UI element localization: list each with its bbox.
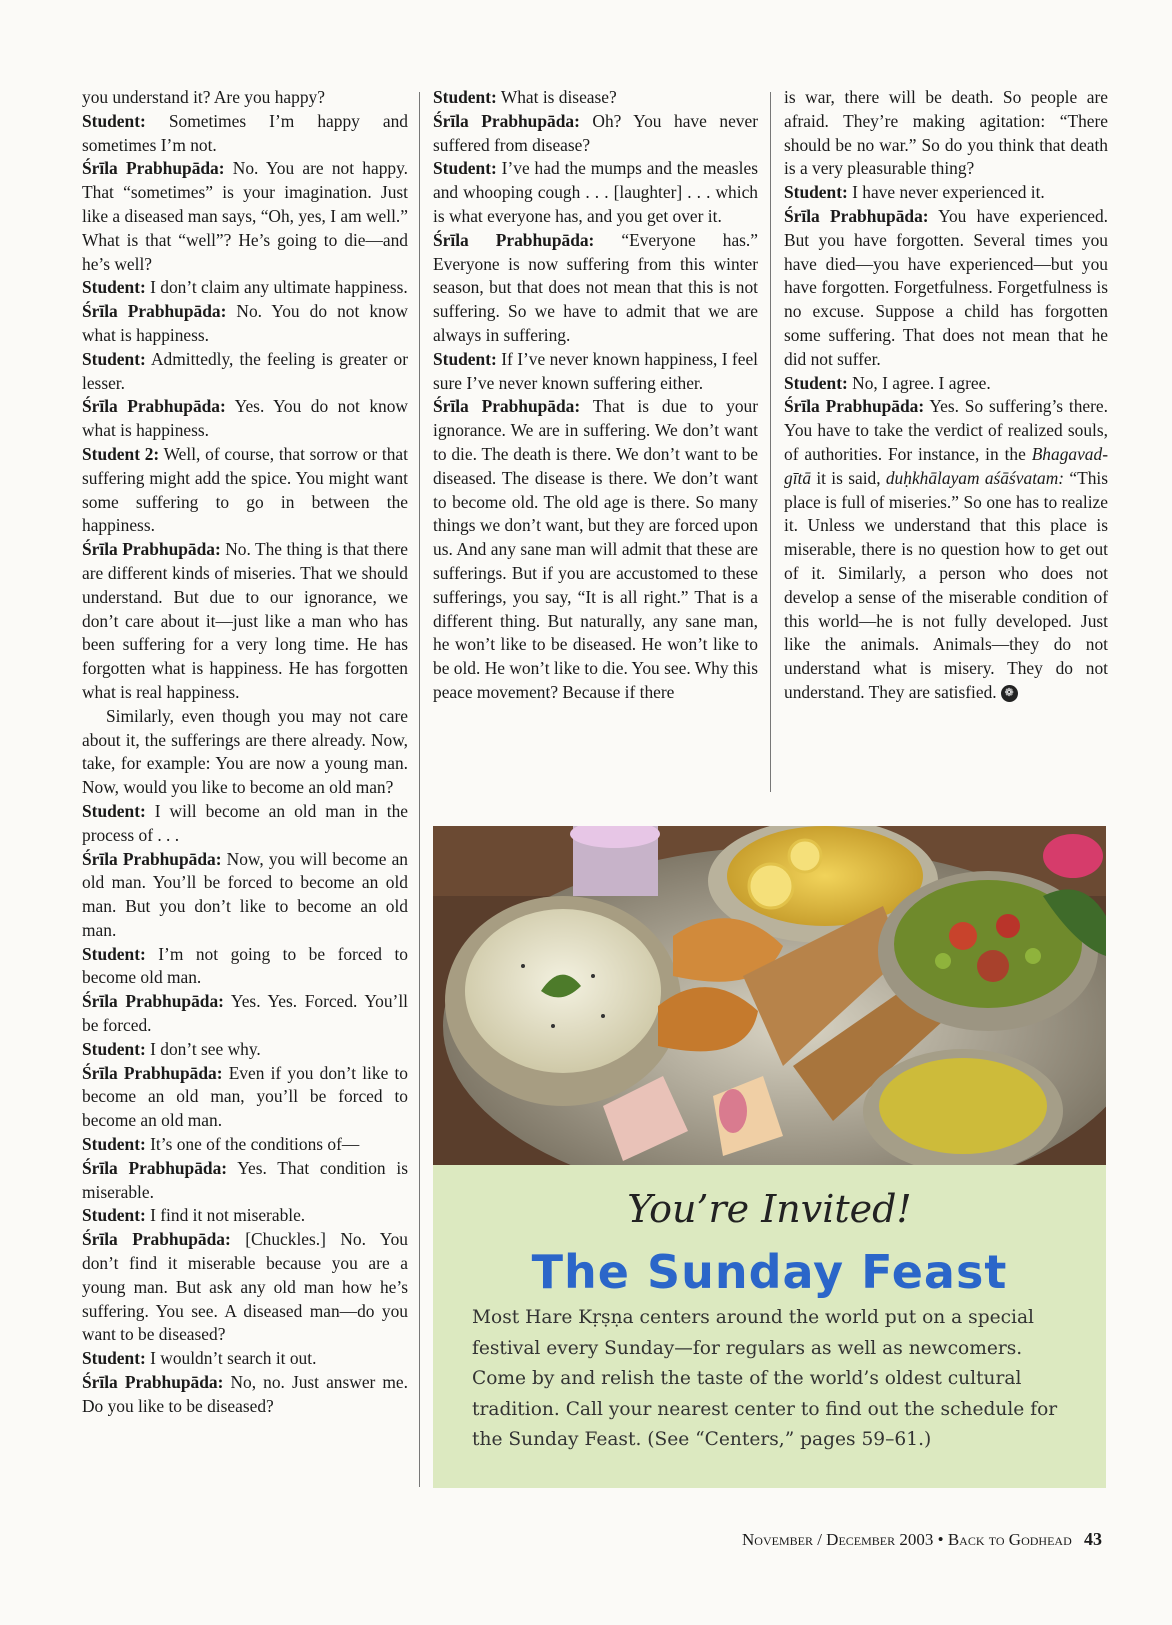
dialogue-paragraph <box>82 848 408 943</box>
speaker-label: Student: <box>82 348 146 369</box>
column-1 <box>82 86 408 1419</box>
paragraph-text: Similarly, even though you may not care about it, the sufferings are there already. Now, take, for example: You are now a young man. Now, would you like to become an old man? <box>82 705 408 798</box>
dialogue-paragraph <box>433 157 758 228</box>
dialogue-paragraph <box>82 86 408 110</box>
paragraph-text: No, I agree. I agree. <box>847 372 991 393</box>
paragraph-text: I don’t claim any ultimate happiness. <box>145 277 408 298</box>
dialogue-paragraph <box>82 1038 408 1062</box>
paragraph-text: Oh? You have never suffered from disease? <box>433 110 758 155</box>
speaker-label: Student: <box>82 1348 146 1369</box>
speaker-label: Student: <box>433 87 497 107</box>
dialogue-paragraph <box>82 705 408 800</box>
paragraph-text: “This place is full of miseries.” So one has to realize it. Unless we understand that this place is miserable, there is no question how to get out of it. Similarly, a person who does not develop a sense of the miserable condition of this world—he is not fully developed. Just like the animals. Animals—they do not understand what is misery. They do not understand. They are satisfied. <box>784 467 1109 702</box>
speaker-label: Student: <box>82 277 146 298</box>
speaker-label: Student: <box>82 943 146 964</box>
italic-term: Bhagavad-gītā <box>784 443 1108 488</box>
paragraph-text: I will become an old man in the process of . . . <box>82 800 408 845</box>
paragraph-text: What is disease? <box>496 87 617 107</box>
speaker-label: Śrīla Prabhupāda: <box>82 848 222 869</box>
speaker-label: Śrīla Prabhupāda: <box>784 396 925 417</box>
dialogue-paragraph <box>82 1204 408 1228</box>
paragraph-text: Sometimes I’m happy and sometimes I’m not. <box>82 110 408 155</box>
dialogue-paragraph <box>82 443 408 538</box>
paragraph-text: No. You do not know what is happiness. <box>82 301 408 345</box>
dialogue-paragraph <box>82 1228 408 1347</box>
paragraph-text: Yes. You do not know what is happiness. <box>82 396 408 441</box>
column-2 <box>433 86 758 705</box>
magazine-name: Back to Godhead <box>947 1530 1072 1549</box>
speaker-label: Student: <box>82 110 146 131</box>
dialogue-paragraph <box>433 395 758 704</box>
dialogue-paragraph <box>784 395 1108 704</box>
speaker-label: Śrīla Prabhupāda: <box>82 301 227 322</box>
page-number: 43 <box>1084 1529 1102 1549</box>
speaker-label: Śrīla Prabhupāda: <box>433 110 580 131</box>
paragraph-text: Well, of course, that sorrow or that suffering might add the spice. You might want some suffering to go in between the happiness. <box>82 443 408 536</box>
speaker-label: Śrīla Prabhupāda: <box>82 158 225 179</box>
sunday-feast-box <box>433 1165 1106 1488</box>
column-divider <box>770 92 771 792</box>
paragraph-text: I have never experienced it. <box>847 182 1045 203</box>
dialogue-paragraph <box>433 86 758 110</box>
speaker-label: Śrīla Prabhupāda: <box>82 396 226 417</box>
dialogue-paragraph <box>433 229 758 348</box>
paragraph-text: Yes. Yes. Forced. You’ll be forced. <box>82 991 408 1036</box>
speaker-label: Student: <box>784 372 848 393</box>
speaker-label: Śrīla Prabhupāda: <box>82 1372 224 1393</box>
paragraph-text: You have experienced. But you have forgotten. Several times you have died—you have experienced—but you have forgotten. Forgetfulness. Forgetfulness is no excuse. Suppose a child has forgotten some suffering. That does not mean that he did not suffer. <box>784 205 1108 369</box>
dialogue-paragraph <box>433 110 758 158</box>
speaker-label: Student: <box>433 348 497 369</box>
dialogue-paragraph <box>82 943 408 991</box>
paragraph-text: I’m not going to be forced to become old man. <box>82 943 408 988</box>
paragraph-text: It’s one of the conditions of— <box>145 1134 360 1155</box>
paragraph-text: Yes. That condition is miserable. <box>82 1157 408 1202</box>
speaker-label: Śrīla Prabhupāda: <box>433 229 595 250</box>
dialogue-paragraph <box>82 538 408 705</box>
dialogue-paragraph <box>82 157 408 276</box>
speaker-label: Śrīla Prabhupāda: <box>82 539 221 560</box>
paragraph-text: Yes. So suffering’s there. You have to take the verdict of realized souls, of authorities. For instance, in the <box>784 396 1108 464</box>
footer-bullet: • <box>937 1530 944 1549</box>
dialogue-paragraph <box>82 1157 408 1205</box>
btg-logo-icon: ❁ <box>1001 685 1018 702</box>
column-3 <box>784 86 1108 705</box>
dialogue-paragraph <box>82 395 408 443</box>
speaker-label: Śrīla Prabhupāda: <box>82 991 224 1012</box>
dialogue-paragraph <box>433 348 758 396</box>
paragraph-text: If I’ve never known happiness, I feel sure I’ve never known suffering either. <box>433 348 758 393</box>
paragraph-text: No. The thing is that there are different kinds of miseries. That we should understand. But due to our ignorance, we don’t care about it—just like a man who has been suffering for a very long time. He has forgotten what is happiness. He has forgotten what is real happiness. <box>82 539 408 702</box>
dialogue-paragraph <box>82 276 408 300</box>
paragraph-text: Admittedly, the feeling is greater or lesser. <box>82 348 408 393</box>
speaker-label: Śrīla Prabhupāda: <box>82 1229 231 1250</box>
speaker-label: Student: <box>433 158 497 179</box>
paragraph-text: is war, there will be death. So people are afraid. They’re making agitation: “There should be no war.” So do you think that death is a very pleasurable thing? <box>784 87 1108 179</box>
speaker-label: Śrīla Prabhupāda: <box>82 1062 223 1083</box>
paragraph-text: Now, you will become an old man. You’ll be forced to become an old man. But you don’t like to become an old man. <box>82 848 408 940</box>
dialogue-paragraph <box>82 990 408 1038</box>
dialogue-paragraph <box>82 110 408 158</box>
dialogue-paragraph <box>784 86 1108 181</box>
speaker-label: Śrīla Prabhupāda: <box>433 396 581 417</box>
speaker-label: Student 2: <box>82 443 160 464</box>
dialogue-paragraph <box>82 1062 408 1133</box>
paragraph-text: That is due to your ignorance. We are in suffering. We don’t want to die. The death is there. We don’t want to be diseased. The disease is there. We don’t want to become old. The old age is there. So many things we don’t want, but they are forced upon us. And any sane man will admit that these are sufferings. But if you are accustomed to these sufferings, you say, “It is all right.” That is a different thing. But naturally, any sane man, he won’t like to be diseased. He won’t like to be old. He won’t like to die. You see. Why this peace movement? Because if there <box>433 396 758 702</box>
paragraph-text: No, no. Just answer me. Do you like to be diseased? <box>82 1372 408 1416</box>
issue-date: November / December 2003 <box>742 1530 934 1549</box>
speaker-label: Śrīla Prabhupāda: <box>82 1157 228 1178</box>
dialogue-paragraph <box>784 372 1108 396</box>
feast-food-photo <box>433 826 1106 1165</box>
paragraph-text: [Chuckles.] No. You don’t find it miserable because you are a young man. But ask any old man how he’s suffering. You see. A diseased man—do you want to be diseased? <box>82 1229 408 1345</box>
dialogue-paragraph <box>82 1133 408 1157</box>
paragraph-text: Even if you don’t like to become an old man, you’ll be forced to become an old man. <box>82 1062 408 1131</box>
invite-heading: You’re Invited! <box>627 1187 912 1231</box>
speaker-label: Student: <box>82 1205 146 1226</box>
dialogue-paragraph <box>82 800 408 848</box>
dialogue-paragraph <box>82 348 408 396</box>
italic-term: duḥkhālayam aśāśvatam: <box>885 467 1065 488</box>
paragraph-text: I wouldn’t search it out. <box>145 1348 317 1369</box>
speaker-label: Student: <box>82 800 146 821</box>
page-footer <box>742 1529 1102 1550</box>
paragraph-text: I find it not miserable. <box>145 1205 306 1226</box>
paragraph-text: I’ve had the mumps and the measles and whooping cough . . . [laughter] . . . which is what everyone has, and you get over it. <box>433 158 758 226</box>
paragraph-text: No. You are not happy. That “sometimes” is your imagination. Just like a diseased man says, “Oh, yes, I am well.” What is that “well”? He’s going to die—and he’s well? <box>82 158 408 274</box>
dialogue-paragraph <box>82 1347 408 1371</box>
speaker-label: Student: <box>82 1038 146 1059</box>
paragraph-text: it is said, <box>811 467 886 488</box>
feast-title: The Sunday Feast <box>531 1245 1008 1299</box>
speaker-label: Śrīla Prabhupāda: <box>784 205 929 226</box>
speaker-label: Student: <box>784 182 848 203</box>
dialogue-paragraph <box>82 300 408 348</box>
feast-description: Most Hare Kṛṣṇa centers around the world put on a special festival every Sunday—for regulars as well as newcomers. Come by and relish the taste of the world’s oldest cultural tradition. Call your nearest center to find out the schedule for the Sunday Feast. (See “Centers,” pages 59–61.) <box>472 1307 1058 1450</box>
speaker-label: Student: <box>82 1134 146 1155</box>
paragraph-text: you understand it? Are you happy? <box>82 87 325 107</box>
paragraph-text: I don’t see why. <box>145 1038 261 1059</box>
dialogue-paragraph <box>784 181 1108 205</box>
column-divider <box>419 92 420 1487</box>
dialogue-paragraph <box>82 1371 408 1419</box>
paragraph-text: “Everyone has.” Everyone is now suffering from this winter season, but that does not mean that this is not suffering. So we have to admit that we are always in suffering. <box>433 229 758 345</box>
dialogue-paragraph <box>784 205 1108 372</box>
